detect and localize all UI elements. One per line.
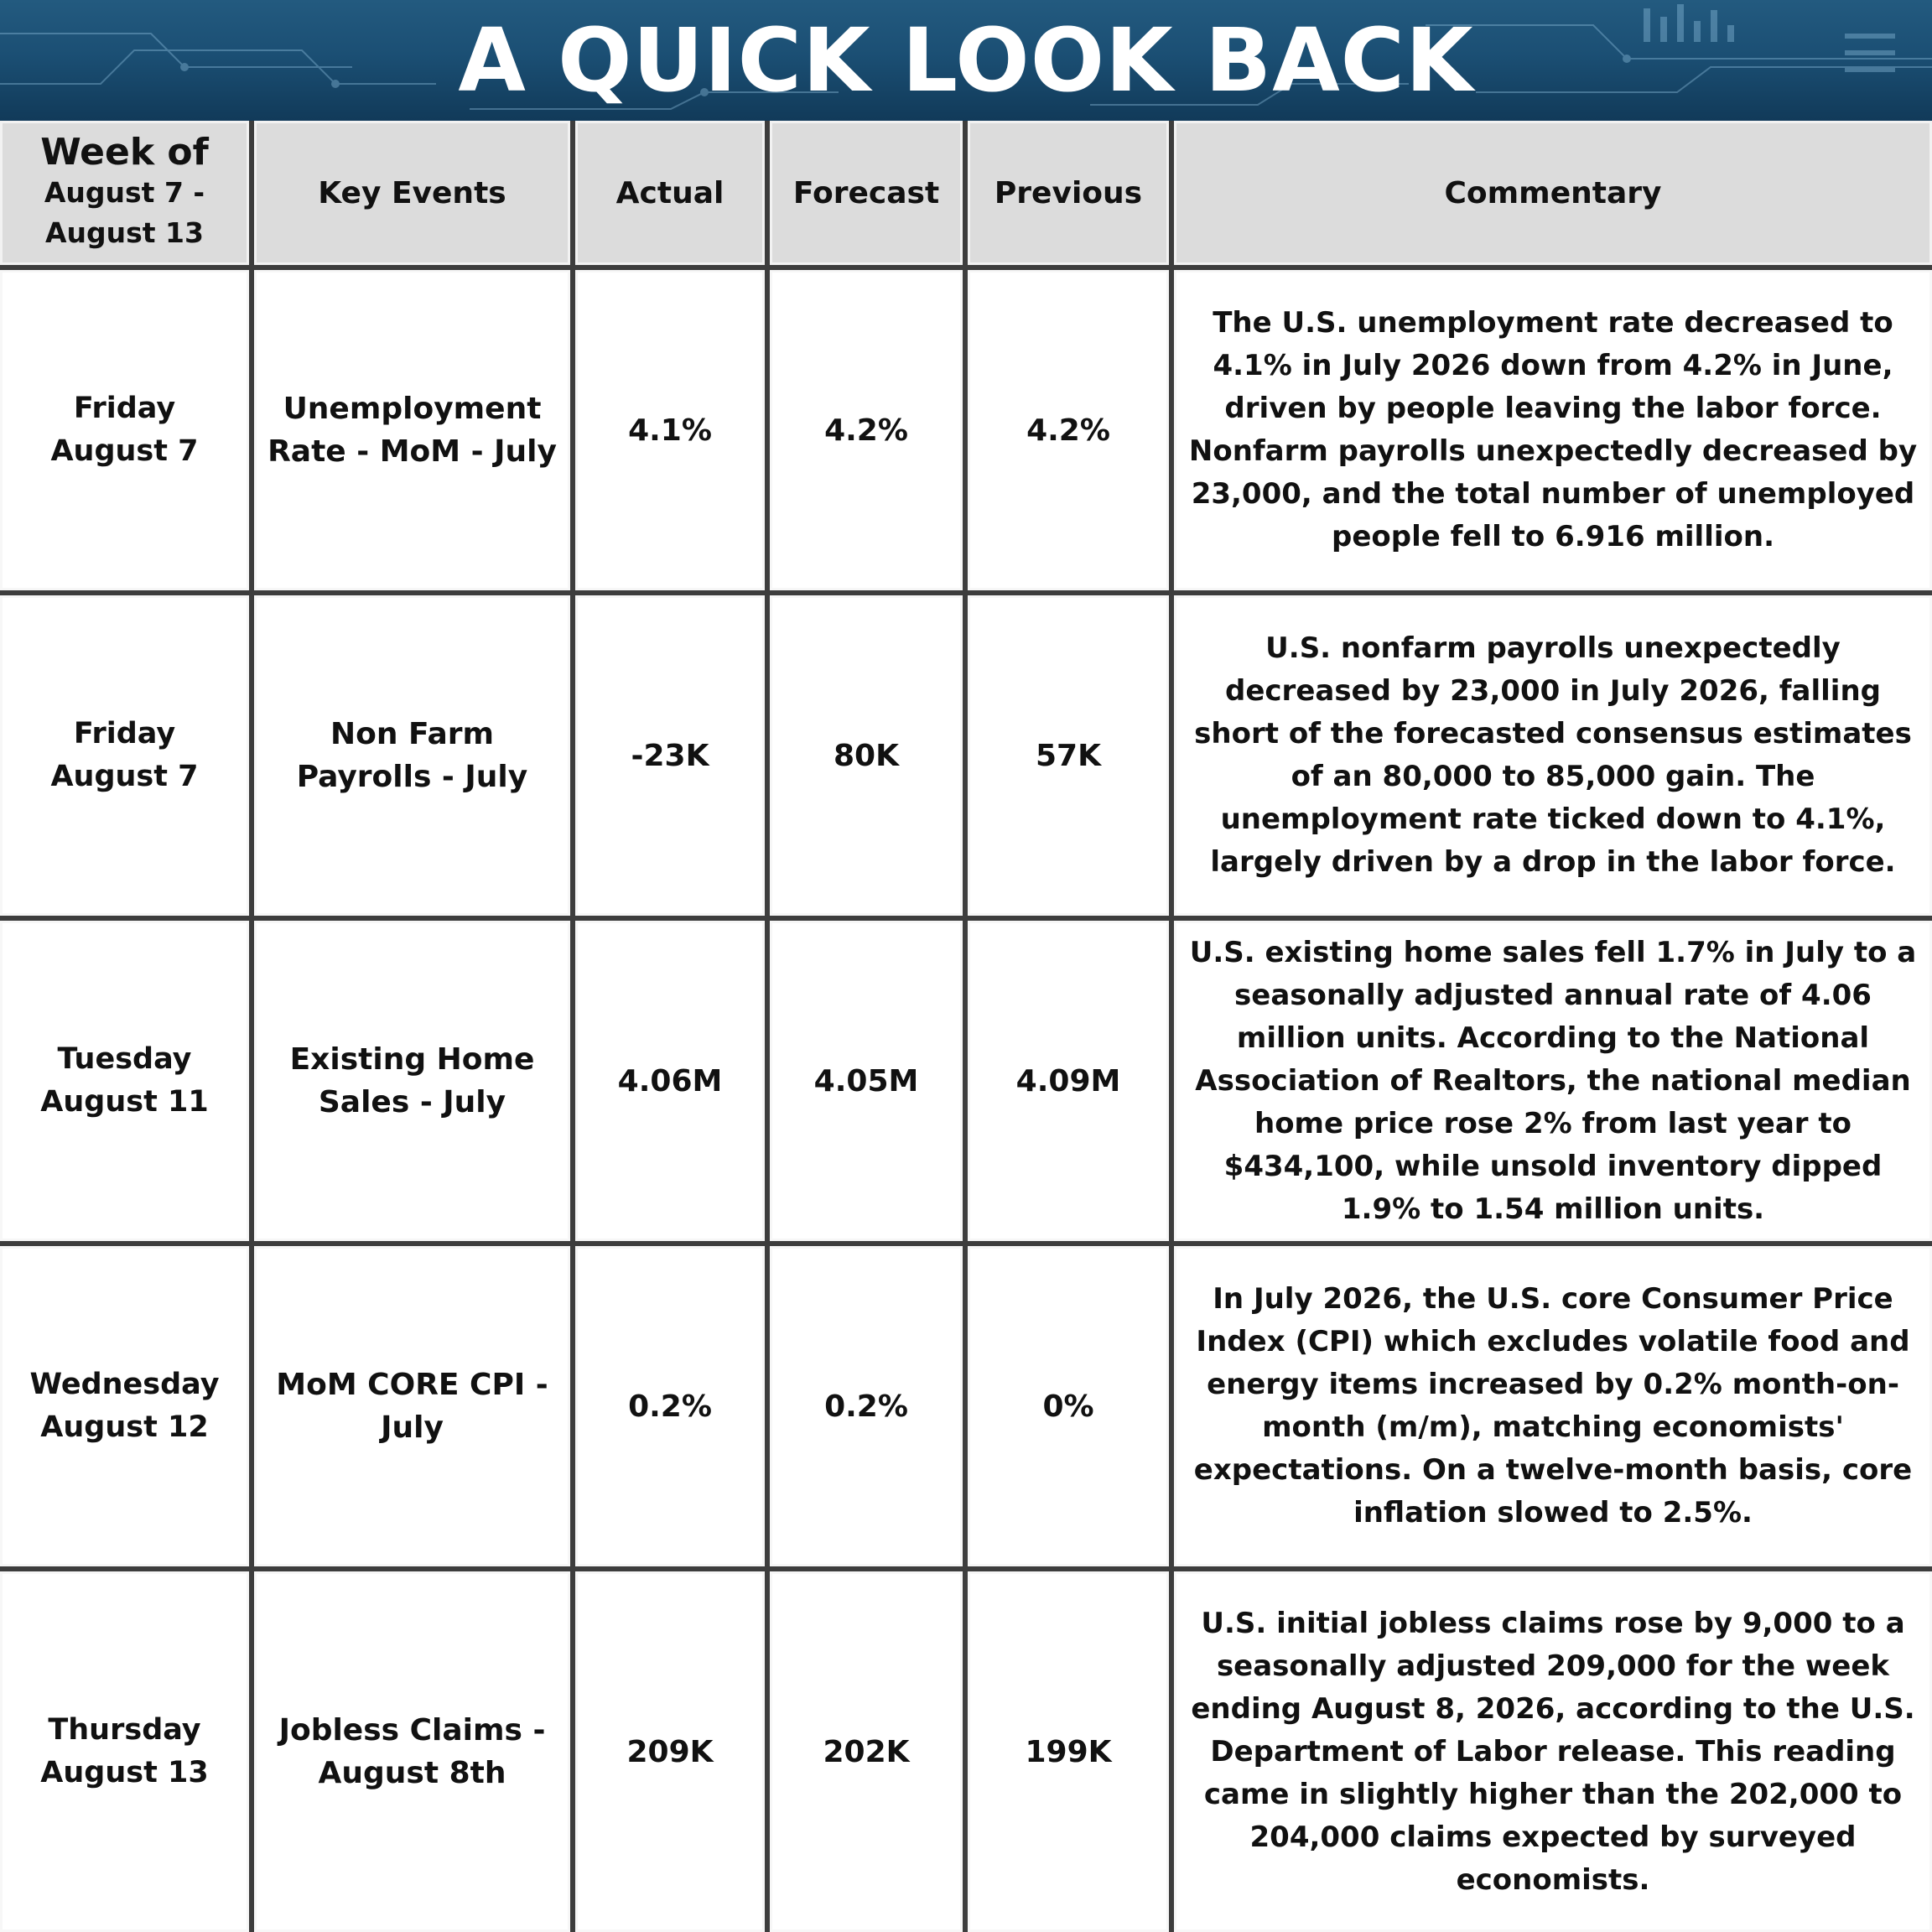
row-actual: 209K — [626, 1734, 714, 1769]
row-commentary-cell — [1174, 595, 1932, 916]
row-date — [34, 1709, 215, 1794]
row-commentary: U.S. nonfarm payrolls unexpectedly decreased by 23,000 in July 2026, falling short of the forecasted consensus estimates of an 80,000 to 85,000 gain. The unemployment rate ticked down to 4.1%, largely driven by a drop in the labor force. — [1194, 631, 1912, 879]
row-previous: 4.2% — [1026, 413, 1110, 448]
row-forecast-cell — [770, 270, 963, 590]
row-commentary: U.S. existing home sales fell 1.7% in July to a seasonally adjusted annual rate of 4.06 million units. According to the National Association of Realtors, the national median home price rose 2% from last year to $434,100, while unsold inventory dipped 1.9% to 1.54 million units. — [1189, 935, 1917, 1226]
row-actual-cell — [575, 921, 765, 1241]
row-date — [44, 387, 205, 473]
header-actual-cell — [575, 121, 765, 265]
row-day: Tuesday — [57, 1042, 192, 1077]
header-forecast: Forecast — [792, 175, 940, 210]
row-previous: 0% — [1042, 1389, 1094, 1424]
row-date — [23, 1363, 226, 1449]
header-key-events-cell — [254, 121, 570, 265]
row-commentary-cell — [1174, 921, 1932, 1241]
row-actual: 4.06M — [617, 1063, 723, 1098]
header-commentary: Commentary — [1444, 175, 1662, 210]
row-date-text: August 7 — [50, 434, 199, 468]
row-actual-cell — [575, 1571, 765, 1932]
row-day: Friday — [73, 717, 176, 751]
row-commentary: U.S. initial jobless claims rose by 9,000 to a seasonally adjusted 209,000 for the week ending August 8, 2026, according to the U.S. Department of Labor release. This reading came in slightly higher than the 202,000 to 204,000 claims expected by surveyed economists. — [1191, 1606, 1915, 1897]
row-date-text: August 13 — [40, 1756, 209, 1789]
row-day: Friday — [73, 392, 176, 426]
row-commentary-cell — [1174, 1246, 1932, 1566]
page-title: A QUICK LOOK BACK — [458, 9, 1474, 112]
row-date-cell — [0, 1246, 249, 1566]
row-date-text: August 12 — [40, 1410, 209, 1444]
row-date-cell — [0, 270, 249, 590]
row-event: Jobless Claims - August 8th — [278, 1712, 546, 1790]
row-previous: 57K — [1036, 738, 1101, 773]
row-commentary: The U.S. unemployment rate decreased to 4.1% in July 2026 down from 4.2% in June, driven by people leaving the labor force. Nonfarm payrolls unexpectedly decreased by 23,000, and the total number of unemployed people fell to 6.916 million. — [1188, 306, 1918, 553]
row-forecast: 80K — [834, 738, 899, 773]
row-previous-cell — [968, 921, 1169, 1241]
header-previous: Previous — [994, 175, 1143, 210]
row-day: Wednesday — [29, 1368, 220, 1402]
header-previous-cell — [968, 121, 1169, 265]
row-event: Unemployment Rate - MoM - July — [267, 391, 557, 469]
row-previous: 4.09M — [1015, 1063, 1121, 1098]
row-actual: -23K — [631, 738, 709, 773]
row-actual-cell — [575, 270, 765, 590]
row-event-cell — [254, 595, 570, 916]
row-event-cell — [254, 1571, 570, 1932]
header-week-range: August 7 - August 13 — [44, 176, 205, 250]
row-date-cell — [0, 1571, 249, 1932]
header-week-title: Week of — [40, 130, 209, 174]
header-commentary-cell — [1174, 121, 1932, 265]
row-commentary-cell — [1174, 1571, 1932, 1932]
row-day: Thursday — [48, 1713, 201, 1748]
row-forecast-cell — [770, 595, 963, 916]
row-event: Existing Home Sales - July — [289, 1041, 535, 1119]
row-date-text: August 11 — [40, 1085, 209, 1119]
row-date — [34, 1038, 215, 1124]
header-actual: Actual — [615, 175, 724, 210]
row-commentary-cell — [1174, 270, 1932, 590]
row-forecast: 4.2% — [824, 413, 908, 448]
row-actual-cell — [575, 595, 765, 916]
row-previous-cell — [968, 1246, 1169, 1566]
row-actual: 4.1% — [628, 413, 712, 448]
row-forecast: 4.05M — [813, 1063, 919, 1098]
row-actual-cell — [575, 1246, 765, 1566]
row-forecast-cell — [770, 1246, 963, 1566]
row-event: Non Farm Payrolls - July — [296, 716, 528, 794]
row-event: MoM CORE CPI - July — [276, 1367, 548, 1445]
row-commentary: In July 2026, the U.S. core Consumer Price Index (CPI) which excludes volatile food and energy items increased by 0.2% month-on-month (m/m), matching economists' expectations. On a twelve-month basis, core inflation slowed to 2.5%. — [1193, 1282, 1913, 1530]
row-forecast-cell — [770, 1571, 963, 1932]
row-date-cell — [0, 595, 249, 916]
row-event-cell — [254, 270, 570, 590]
header-key-events: Key Events — [318, 175, 506, 210]
row-previous-cell — [968, 595, 1169, 916]
header-week-cell — [0, 121, 249, 265]
row-actual: 0.2% — [628, 1389, 712, 1424]
row-previous-cell — [968, 270, 1169, 590]
row-forecast: 202K — [823, 1734, 910, 1769]
row-forecast: 0.2% — [824, 1389, 908, 1424]
row-event-cell — [254, 1246, 570, 1566]
row-forecast-cell — [770, 921, 963, 1241]
row-previous-cell — [968, 1571, 1169, 1932]
row-date-text: August 7 — [50, 760, 199, 793]
header-forecast-cell — [770, 121, 963, 265]
row-date-cell — [0, 921, 249, 1241]
row-previous: 199K — [1025, 1734, 1112, 1769]
header-week-label — [3, 132, 247, 253]
title-banner — [0, 0, 1932, 121]
row-event-cell — [254, 921, 570, 1241]
row-date — [44, 713, 205, 798]
